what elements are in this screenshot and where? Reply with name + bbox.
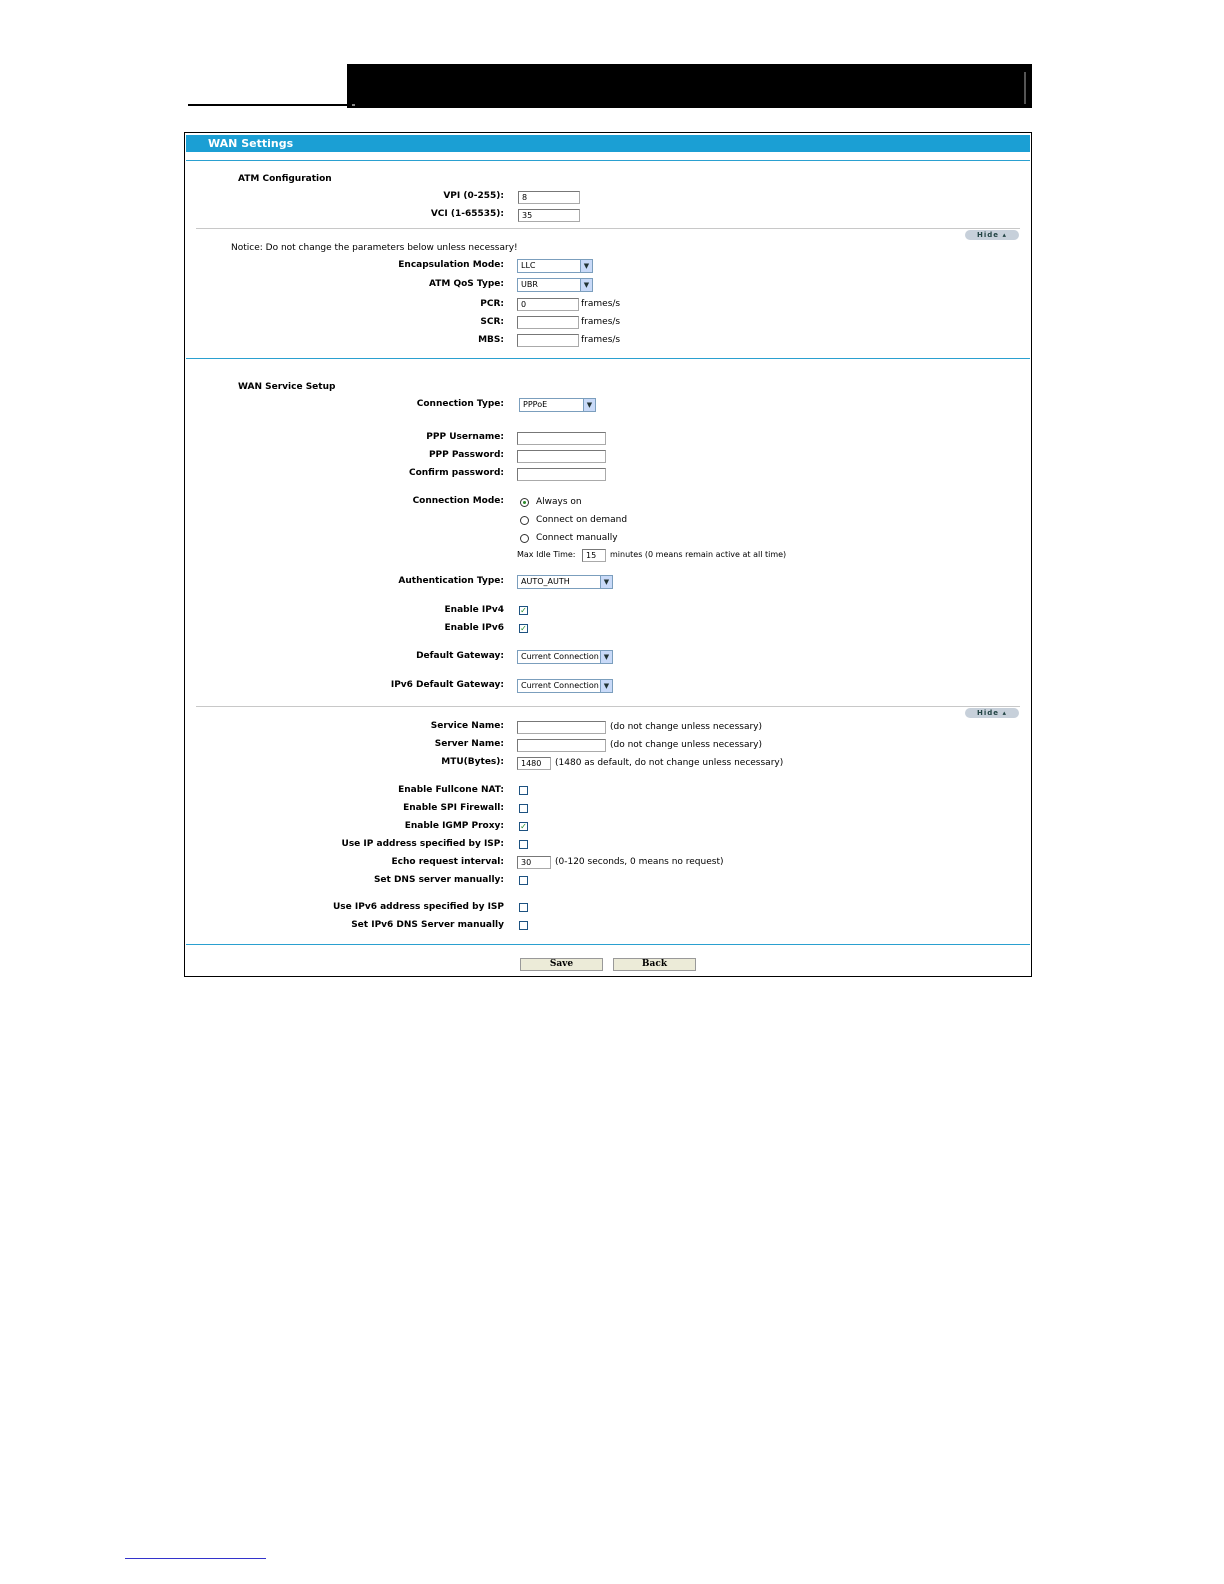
enable-ipv6-checkbox[interactable] (519, 624, 528, 633)
qos-value: UBR (521, 280, 538, 289)
enable-ipv4-label: Enable IPv4 (444, 605, 504, 615)
save-button[interactable]: Save (520, 958, 603, 971)
page-title: WAN Settings (208, 137, 294, 150)
server-name-note: (do not change unless necessary) (610, 740, 763, 750)
echo-interval-input[interactable]: 30 (517, 856, 551, 869)
pcr-input[interactable]: 0 (517, 298, 579, 311)
server-name-input[interactable] (517, 739, 606, 752)
footer-rule (125, 1558, 266, 1559)
banner-marker (1024, 72, 1026, 104)
mtu-note: (1480 as default, do not change unless necessary) (555, 758, 784, 768)
auth-type-label: Authentication Type: (398, 576, 504, 586)
spi-firewall-checkbox[interactable] (519, 804, 528, 813)
fullcone-nat-label: Enable Fullcone NAT: (398, 785, 504, 795)
pcr-label: PCR: (480, 299, 504, 309)
divider (196, 228, 1020, 229)
connection-type-select[interactable] (519, 398, 596, 412)
banner-dot (352, 104, 355, 106)
default-gateway-value: Current Connection (521, 652, 599, 661)
isp-ip-label: Use IP address specified by ISP: (341, 839, 504, 849)
ppp-username-input[interactable] (517, 432, 606, 445)
isp-ipv6-label: Use IPv6 address specified by ISP (333, 902, 504, 912)
dns-manual-checkbox[interactable] (519, 876, 528, 885)
chevron-up-icon: ▴ (999, 709, 1007, 717)
auth-type-value: AUTO_AUTH (521, 577, 570, 586)
encapsulation-label: Encapsulation Mode: (398, 260, 504, 270)
chevron-down-icon: ▼ (600, 680, 612, 692)
service-name-input[interactable] (517, 721, 606, 734)
chevron-down-icon: ▼ (580, 260, 592, 272)
connection-type-label: Connection Type: (416, 399, 504, 409)
isp-ipv6-checkbox[interactable] (519, 903, 528, 912)
mode-manual-radio[interactable] (520, 534, 529, 543)
default-gateway-label: Default Gateway: (416, 651, 504, 661)
service-name-label: Service Name: (430, 721, 504, 731)
check-icon: ✓ (520, 822, 527, 831)
hide-label: Hide (977, 709, 1000, 717)
mtu-label: MTU(Bytes): (441, 757, 504, 767)
mbs-input[interactable] (517, 334, 579, 347)
dns-manual-label: Set DNS server manually: (373, 875, 504, 885)
mode-always-on-label: Always on (536, 497, 582, 507)
max-idle-note: minutes (0 means remain active at all time) (610, 550, 787, 559)
ppp-password-input[interactable] (517, 450, 606, 463)
chevron-down-icon: ▼ (600, 576, 612, 588)
confirm-password-input[interactable] (517, 468, 606, 481)
atm-section-title: ATM Configuration (238, 174, 332, 184)
notice-text: Notice: Do not change the parameters below unless necessary! (231, 243, 518, 253)
mode-on-demand-radio[interactable] (520, 516, 529, 525)
scr-unit: frames/s (581, 317, 621, 327)
server-name-label: Server Name: (434, 739, 504, 749)
scr-label: SCR: (480, 317, 504, 327)
vci-label: VCI (1-65535): (430, 209, 504, 219)
vpi-label: VPI (0-255): (443, 191, 504, 201)
vci-input[interactable]: 35 (518, 209, 580, 222)
default-gateway-select[interactable] (517, 650, 613, 664)
ipv6-default-gateway-select[interactable] (517, 679, 613, 693)
encapsulation-value: LLC (521, 261, 536, 270)
divider (186, 358, 1030, 359)
echo-interval-label: Echo request interval: (391, 857, 504, 867)
spi-firewall-label: Enable SPI Firewall: (403, 803, 504, 813)
divider (186, 944, 1030, 945)
isp-ip-checkbox[interactable] (519, 840, 528, 849)
enable-ipv4-checkbox[interactable] (519, 606, 528, 615)
ipv6-default-gateway-value: Current Connection (521, 681, 599, 690)
max-idle-label: Max Idle Time: (517, 550, 576, 559)
qos-select[interactable] (517, 278, 593, 292)
divider (186, 160, 1030, 161)
connection-type-value: PPPoE (523, 400, 548, 409)
igmp-proxy-checkbox[interactable] (519, 822, 528, 831)
qos-label: ATM QoS Type: (428, 279, 504, 289)
enable-ipv6-label: Enable IPv6 (444, 623, 504, 633)
hide-label: Hide (977, 231, 1000, 239)
mtu-input[interactable]: 1480 (517, 757, 551, 770)
ipv6-default-gateway-label: IPv6 Default Gateway: (390, 680, 504, 690)
pcr-unit: frames/s (581, 299, 621, 309)
max-idle-input[interactable]: 15 (582, 549, 606, 562)
connection-mode-label: Connection Mode: (412, 496, 504, 506)
auth-type-select[interactable] (517, 575, 613, 589)
mbs-label: MBS: (478, 335, 504, 345)
hide-atm-advanced-button[interactable] (965, 230, 1019, 240)
chevron-down-icon: ▼ (580, 279, 592, 291)
mode-always-on-radio[interactable] (520, 498, 529, 507)
top-rule (188, 104, 348, 106)
panel-header (186, 135, 1030, 152)
mode-manual-label: Connect manually (536, 533, 618, 543)
echo-interval-note: (0-120 seconds, 0 means no request) (555, 857, 724, 867)
chevron-down-icon: ▼ (600, 651, 612, 663)
chevron-down-icon: ▼ (583, 399, 595, 411)
check-icon: ✓ (520, 606, 527, 615)
ipv6-dns-manual-label: Set IPv6 DNS Server manually (351, 920, 504, 930)
fullcone-nat-checkbox[interactable] (519, 786, 528, 795)
divider (196, 706, 1020, 707)
check-icon: ✓ (520, 624, 527, 633)
encapsulation-select[interactable] (517, 259, 593, 273)
back-button[interactable]: Back (613, 958, 696, 971)
top-banner (347, 64, 1032, 108)
confirm-password-label: Confirm password: (408, 468, 504, 478)
mbs-unit: frames/s (581, 335, 621, 345)
mode-on-demand-label: Connect on demand (536, 515, 628, 525)
wan-settings-panel (184, 132, 1032, 977)
service-name-note: (do not change unless necessary) (610, 722, 763, 732)
igmp-proxy-label: Enable IGMP Proxy: (404, 821, 504, 831)
hide-advanced-button[interactable] (965, 708, 1019, 718)
wan-section-title: WAN Service Setup (238, 382, 336, 392)
ipv6-dns-manual-checkbox[interactable] (519, 921, 528, 930)
vpi-input[interactable]: 8 (518, 191, 580, 204)
ppp-username-label: PPP Username: (426, 432, 504, 442)
chevron-up-icon: ▴ (999, 231, 1007, 239)
ppp-password-label: PPP Password: (428, 450, 504, 460)
scr-input[interactable] (517, 316, 579, 329)
